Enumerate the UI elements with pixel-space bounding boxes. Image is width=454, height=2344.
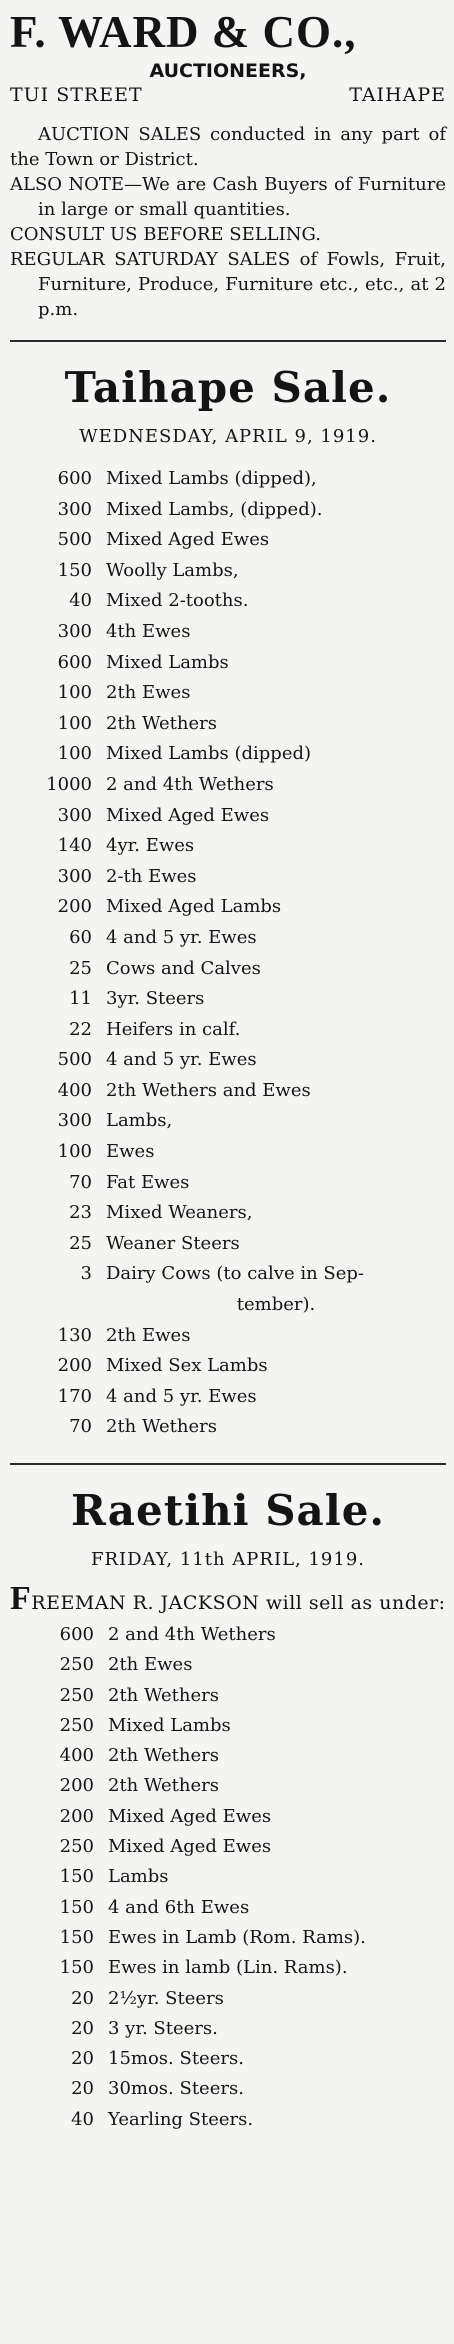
lot-desc: 4 and 5 yr. Ewes [106, 1049, 257, 1071]
lot-row [10, 1741, 446, 1771]
lot-row [10, 1382, 446, 1413]
lot-desc: Cows and Calves [106, 957, 261, 979]
lot-row [10, 1953, 446, 1983]
lot-qty: 150 [59, 1866, 94, 1888]
lot-row [10, 678, 446, 709]
lot-qty: 100 [57, 712, 92, 734]
lot-desc: 2th Wethers [106, 1416, 218, 1438]
lot-qty: 150 [59, 1957, 94, 1979]
lot-qty: 600 [57, 468, 92, 489]
town-name: TAIHAPE [349, 84, 446, 106]
lot-qty: 200 [57, 896, 92, 918]
lot-desc: Weaner Steers [106, 1232, 240, 1254]
lot-row [10, 923, 446, 954]
lot-qty: 70 [69, 1416, 92, 1438]
lot-qty: 130 [57, 1324, 92, 1346]
lot-desc: Ewes in Lamb (Rom. Rams). [108, 1926, 366, 1948]
lot-desc: Mixed Lambs (dipped), [106, 468, 317, 489]
lot-qty: 250 [59, 1654, 94, 1676]
lot-row [10, 1168, 446, 1199]
lot-desc: 4 and 5 yr. Ewes [106, 926, 257, 948]
lot-desc: Mixed Aged Ewes [108, 1836, 272, 1858]
lot-row [10, 1229, 446, 1260]
lot-desc: Mixed Aged Ewes [106, 529, 270, 551]
lot-qty: 22 [69, 1018, 92, 1040]
lot-row [10, 801, 446, 832]
lot-row [10, 556, 446, 587]
lot-row [10, 1711, 446, 1741]
lot-row [10, 495, 446, 526]
firm-role: AUCTIONEERS, [149, 60, 307, 82]
lot-desc: 2 and 4th Wethers [108, 1624, 276, 1645]
lot-desc: Mixed Lambs [108, 1714, 231, 1736]
street-name: TUI STREET [10, 84, 143, 106]
lot-desc: Mixed Sex Lambs [106, 1355, 268, 1377]
lot-row [10, 1771, 446, 1801]
lot-row [10, 1620, 446, 1650]
lot-desc: 30mos. Steers. [108, 2078, 244, 2100]
lot-qty: 60 [69, 926, 92, 948]
lot-desc: Yearling Steers. [108, 2108, 254, 2130]
lot-desc: 4th Ewes [106, 620, 191, 642]
drop-cap: F [10, 1580, 32, 1617]
lot-desc: 2th Wethers [108, 1745, 220, 1767]
lot-qty: 400 [57, 1079, 92, 1101]
lot-desc: 2th Ewes [108, 1654, 193, 1676]
lot-row [10, 1076, 446, 1107]
services-notice [10, 122, 446, 322]
lot-desc-line: Dairy Cows (to calve in Sep- [106, 1263, 364, 1285]
sale-date-raetihi: FRIDAY, 11th APRIL, 1919. [90, 1549, 365, 1570]
lead-text: REEMAN R. JACKSON will sell as under: [31, 1592, 446, 1614]
sale-date-taihape: WEDNESDAY, APRIL 9, 1919. [79, 426, 377, 447]
lot-desc: 3 yr. Steers. [108, 2017, 218, 2039]
lot-row [10, 617, 446, 648]
lot-row [10, 2014, 446, 2044]
lot-row [10, 1984, 446, 2014]
lot-desc: Ewes in lamb (Lin. Rams). [108, 1957, 348, 1979]
lot-qty: 3 [80, 1263, 92, 1285]
address-row [10, 82, 446, 108]
lot-row [10, 2105, 446, 2135]
notice-line-regular-sales: REGULAR SATURDAY SALES of Fowls, Fruit, Furniture, Produce, Furniture etc., etc., at 2 p.m. [10, 249, 446, 320]
lot-qty: 250 [59, 1684, 94, 1706]
lot-desc-continued: tember). [236, 1294, 316, 1316]
lot-row [10, 2074, 446, 2104]
lot-row [10, 1802, 446, 1832]
lot-row [10, 1321, 446, 1352]
lot-desc: 2-th Ewes [106, 865, 197, 887]
lot-qty: 20 [71, 1987, 94, 2009]
lot-qty: 200 [59, 1805, 94, 1827]
lot-desc [106, 1259, 446, 1320]
lot-row [10, 892, 446, 923]
lot-qty: 300 [57, 1110, 92, 1132]
lot-qty: 11 [69, 988, 92, 1010]
lot-desc: Mixed Lambs, (dipped). [106, 498, 323, 520]
lot-desc: 4 and 6th Ewes [108, 1896, 250, 1918]
lot-row [10, 862, 446, 893]
lot-row-dairy [10, 1259, 446, 1320]
lot-list-taihape [10, 464, 446, 1443]
lot-qty: 150 [57, 559, 92, 581]
lot-rows [10, 1620, 446, 2135]
lot-qty: 40 [71, 2108, 94, 2130]
lot-qty: 23 [69, 1202, 92, 1224]
lot-qty: 100 [57, 1141, 92, 1163]
firm-name: F. WARD & CO., [10, 7, 357, 57]
lot-row [10, 1137, 446, 1168]
lot-qty: 250 [59, 1714, 94, 1736]
lot-qty: 150 [59, 1896, 94, 1918]
lot-row [10, 1650, 446, 1680]
lot-desc: Mixed Aged Lambs [106, 896, 282, 918]
lot-desc: Ewes [106, 1141, 155, 1163]
lot-rows-tail [10, 1321, 446, 1443]
lot-qty: 500 [57, 529, 92, 551]
lot-qty: 140 [57, 835, 92, 857]
lot-row [10, 1412, 446, 1443]
lot-row [10, 1198, 446, 1229]
notice-line-auction: AUCTION SALES conducted in any part of the Town or District. [10, 124, 446, 170]
lot-row [10, 2044, 446, 2074]
lot-qty: 250 [59, 1836, 94, 1858]
lot-row [10, 648, 446, 679]
lot-desc: Heifers in calf. [106, 1018, 241, 1040]
lot-qty: 1000 [46, 773, 92, 795]
lot-desc: 2th Ewes [106, 682, 191, 704]
notice-line-cash-buyers: ALSO NOTE—We are Cash Buyers of Furniture in large or small quantities. [10, 174, 446, 220]
lot-qty: 25 [69, 1232, 92, 1254]
lot-qty: 300 [57, 498, 92, 520]
lot-qty: 500 [57, 1049, 92, 1071]
lot-desc: 15mos. Steers. [108, 2048, 244, 2070]
lot-desc: 2th Wethers [108, 1775, 220, 1797]
lot-row [10, 831, 446, 862]
lot-qty: 200 [57, 1355, 92, 1377]
lot-desc: Fat Ewes [106, 1171, 190, 1193]
lot-desc: Mixed Aged Ewes [108, 1805, 272, 1827]
lot-desc: Lambs [108, 1866, 169, 1888]
lot-desc: Lambs, [106, 1110, 173, 1132]
lot-qty: 20 [71, 2017, 94, 2039]
lot-row [10, 1351, 446, 1382]
lot-row [10, 1681, 446, 1711]
lot-row [10, 1832, 446, 1862]
lot-qty: 170 [57, 1385, 92, 1407]
lot-qty: 600 [57, 651, 92, 673]
lot-qty: 150 [59, 1926, 94, 1948]
lot-row [10, 1923, 446, 1953]
auctioneer-lead [10, 1580, 446, 1617]
lot-qty: 300 [57, 620, 92, 642]
lot-qty: 600 [59, 1624, 94, 1645]
lot-row [10, 709, 446, 740]
lot-row [10, 464, 446, 495]
lot-desc: 2 and 4th Wethers [106, 773, 274, 795]
lot-qty: 70 [69, 1171, 92, 1193]
lot-qty: 200 [59, 1775, 94, 1797]
lot-row [10, 1862, 446, 1892]
lot-list-raetihi [10, 1620, 446, 2135]
lot-row [10, 954, 446, 985]
lot-qty: 20 [71, 2048, 94, 2070]
lot-desc: Mixed 2-tooths. [106, 590, 249, 612]
lot-qty: 25 [69, 957, 92, 979]
notice-line-consult: CONSULT US BEFORE SELLING. [10, 224, 321, 245]
lot-row [10, 525, 446, 556]
lot-desc: 2th Wethers [108, 1684, 220, 1706]
lot-qty: 100 [57, 682, 92, 704]
lot-desc: 3yr. Steers [106, 988, 205, 1010]
lot-desc: Mixed Lambs (dipped) [106, 743, 312, 765]
lot-row [10, 739, 446, 770]
lot-row [10, 1893, 446, 1923]
lot-qty: 300 [57, 804, 92, 826]
lot-row [10, 1106, 446, 1137]
lot-desc: Mixed Aged Ewes [106, 804, 270, 826]
lot-qty: 100 [57, 743, 92, 765]
lot-desc: Mixed Weaners, [106, 1202, 253, 1224]
advertisement-page [0, 6, 454, 2344]
lot-desc: 4 and 5 yr. Ewes [106, 1385, 257, 1407]
lot-qty: 400 [59, 1745, 94, 1767]
lot-row [10, 1045, 446, 1076]
lot-desc: 2th Wethers and Ewes [106, 1079, 311, 1101]
lot-desc: Mixed Lambs [106, 651, 229, 673]
sale-title-taihape: Taihape Sale. [64, 363, 392, 412]
lot-desc: Woolly Lambs, [106, 559, 239, 581]
lot-rows [10, 464, 446, 1259]
lot-desc: 2th Wethers [106, 712, 218, 734]
lot-qty: 20 [71, 2078, 94, 2100]
lot-row [10, 770, 446, 801]
lot-qty: 300 [57, 865, 92, 887]
lot-qty: 40 [69, 590, 92, 612]
lot-desc: 2½yr. Steers [108, 1987, 224, 2009]
sale-title-raetihi: Raetihi Sale. [70, 1486, 386, 1535]
lot-row [10, 984, 446, 1015]
lot-row [10, 586, 446, 617]
lot-desc: 2th Ewes [106, 1324, 191, 1346]
lot-desc: 4yr. Ewes [106, 835, 195, 857]
lot-row [10, 1015, 446, 1046]
